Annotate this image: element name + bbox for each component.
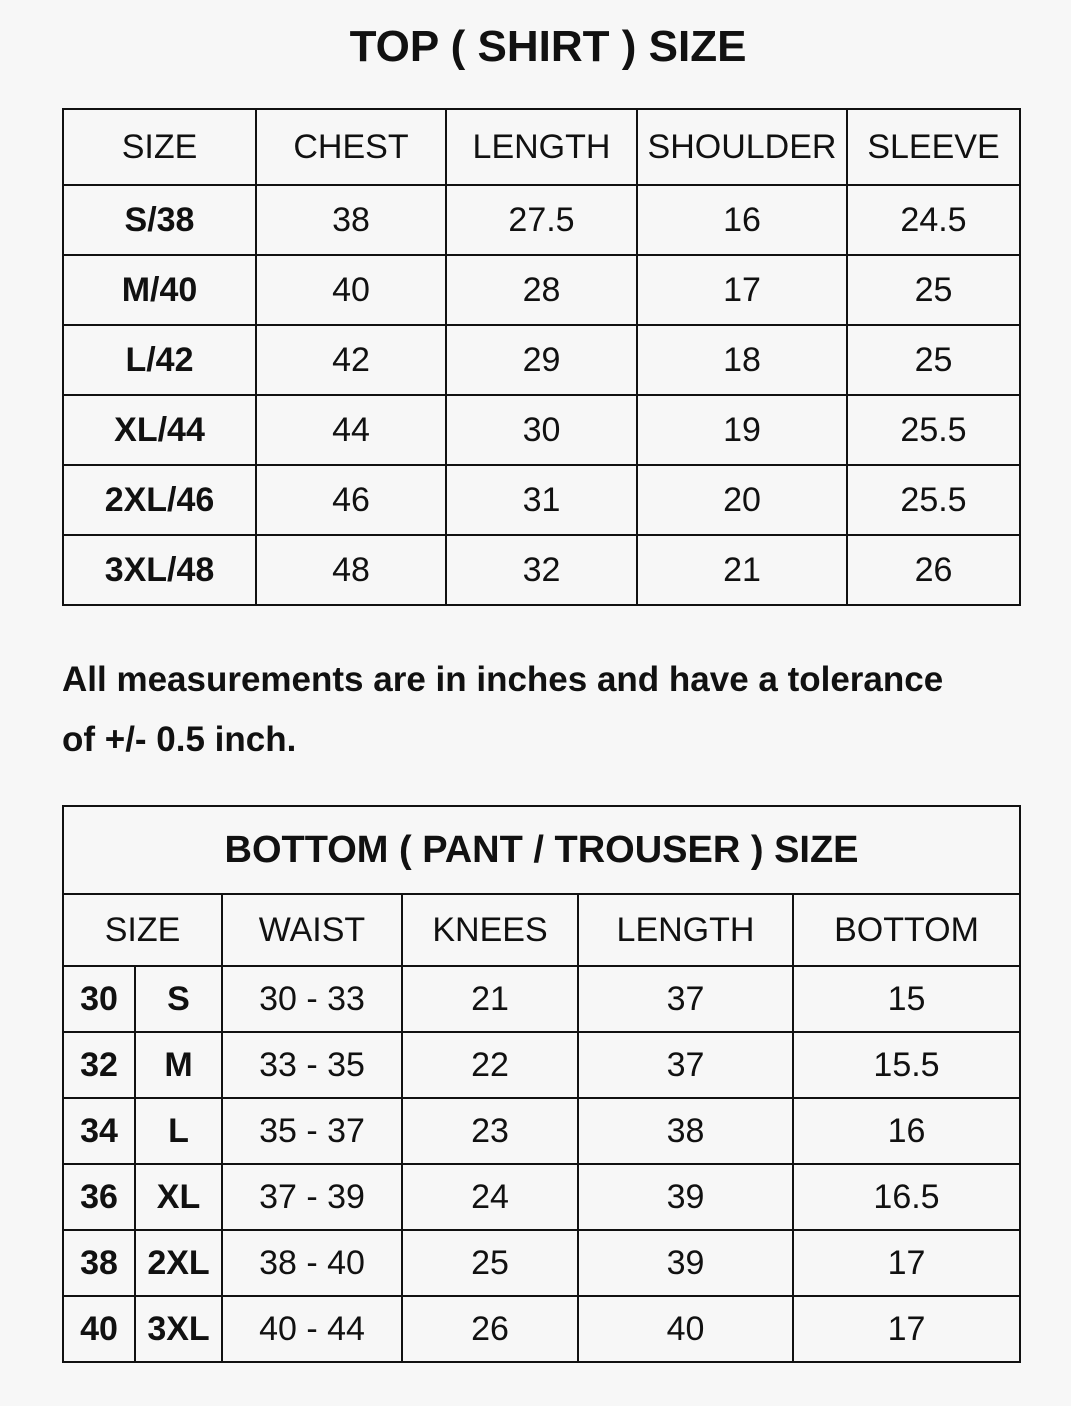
table-row xyxy=(63,1164,1020,1230)
top-sleeve-cell: 25.5 xyxy=(847,395,1020,465)
top-length-cell: 28 xyxy=(446,255,637,325)
top-size-cell: M/40 xyxy=(63,255,256,325)
bottom-size-title: BOTTOM ( PANT / TROUSER ) SIZE xyxy=(63,806,1020,894)
bottom-header-size: SIZE xyxy=(63,894,222,966)
top-length-cell: 27.5 xyxy=(446,185,637,255)
table-row xyxy=(63,325,1020,395)
table-row xyxy=(63,185,1020,255)
bottom-length-cell: 40 xyxy=(578,1296,793,1362)
top-size-title: TOP ( SHIRT ) SIZE xyxy=(349,22,747,71)
top-size-cell: 3XL/48 xyxy=(63,535,256,605)
bottom-bottom-cell: 16.5 xyxy=(793,1164,1020,1230)
bottom-header-length: LENGTH xyxy=(578,894,793,966)
bottom-size-letter-cell: M xyxy=(135,1032,222,1098)
top-shoulder-cell: 19 xyxy=(637,395,847,465)
top-sleeve-cell: 25 xyxy=(847,325,1020,395)
bottom-bottom-cell: 15.5 xyxy=(793,1032,1020,1098)
bottom-size-letter-cell: 3XL xyxy=(135,1296,222,1362)
bottom-length-cell: 39 xyxy=(578,1230,793,1296)
bottom-bottom-cell: 17 xyxy=(793,1230,1020,1296)
bottom-size-number-cell: 30 xyxy=(63,966,135,1032)
bottom-header-bottom: BOTTOM xyxy=(793,894,1020,966)
bottom-knees-cell: 24 xyxy=(402,1164,578,1230)
bottom-header-row xyxy=(63,894,1020,966)
bottom-waist-cell: 33 - 35 xyxy=(222,1032,402,1098)
bottom-size-number-cell: 32 xyxy=(63,1032,135,1098)
bottom-size-letter-cell: S xyxy=(135,966,222,1032)
top-chest-cell: 40 xyxy=(256,255,446,325)
bottom-length-cell: 37 xyxy=(578,1032,793,1098)
top-shoulder-cell: 20 xyxy=(637,465,847,535)
bottom-size-letter-cell: L xyxy=(135,1098,222,1164)
top-chest-cell: 38 xyxy=(256,185,446,255)
bottom-size-letter-cell: XL xyxy=(135,1164,222,1230)
bottom-waist-cell: 37 - 39 xyxy=(222,1164,402,1230)
bottom-size-number-cell: 38 xyxy=(63,1230,135,1296)
top-size-cell: 2XL/46 xyxy=(63,465,256,535)
top-header-length: LENGTH xyxy=(446,109,637,185)
table-row xyxy=(63,966,1020,1032)
top-size-cell: XL/44 xyxy=(63,395,256,465)
top-size-cell: L/42 xyxy=(63,325,256,395)
bottom-length-cell: 37 xyxy=(578,966,793,1032)
bottom-length-cell: 39 xyxy=(578,1164,793,1230)
top-sleeve-cell: 25 xyxy=(847,255,1020,325)
top-header-chest: CHEST xyxy=(256,109,446,185)
table-row xyxy=(63,255,1020,325)
bottom-waist-cell: 30 - 33 xyxy=(222,966,402,1032)
bottom-knees-cell: 21 xyxy=(402,966,578,1032)
bottom-size-table xyxy=(62,805,1021,1363)
top-size-table xyxy=(62,108,1021,606)
top-header-size: SIZE xyxy=(63,109,256,185)
measurement-note-line2: of +/- 0.5 inch. xyxy=(62,720,297,759)
bottom-knees-cell: 25 xyxy=(402,1230,578,1296)
bottom-header-waist: WAIST xyxy=(222,894,402,966)
top-shoulder-cell: 18 xyxy=(637,325,847,395)
top-chest-cell: 46 xyxy=(256,465,446,535)
bottom-size-number-cell: 40 xyxy=(63,1296,135,1362)
top-length-cell: 32 xyxy=(446,535,637,605)
table-row xyxy=(63,535,1020,605)
top-chest-cell: 42 xyxy=(256,325,446,395)
table-row xyxy=(63,465,1020,535)
bottom-size-letter-cell: 2XL xyxy=(135,1230,222,1296)
bottom-title-row xyxy=(63,806,1020,894)
bottom-size-number-cell: 36 xyxy=(63,1164,135,1230)
table-row xyxy=(63,1230,1020,1296)
top-shoulder-cell: 17 xyxy=(637,255,847,325)
bottom-knees-cell: 26 xyxy=(402,1296,578,1362)
top-shoulder-cell: 21 xyxy=(637,535,847,605)
bottom-bottom-cell: 15 xyxy=(793,966,1020,1032)
top-chest-cell: 48 xyxy=(256,535,446,605)
top-length-cell: 29 xyxy=(446,325,637,395)
bottom-bottom-cell: 17 xyxy=(793,1296,1020,1362)
top-sleeve-cell: 26 xyxy=(847,535,1020,605)
bottom-knees-cell: 23 xyxy=(402,1098,578,1164)
top-size-cell: S/38 xyxy=(63,185,256,255)
top-header-sleeve: SLEEVE xyxy=(847,109,1020,185)
measurement-note xyxy=(62,650,1022,770)
bottom-waist-cell: 40 - 44 xyxy=(222,1296,402,1362)
top-header-row xyxy=(63,109,1020,185)
top-length-cell: 30 xyxy=(446,395,637,465)
table-row xyxy=(63,395,1020,465)
top-shoulder-cell: 16 xyxy=(637,185,847,255)
table-row xyxy=(63,1032,1020,1098)
top-sleeve-cell: 24.5 xyxy=(847,185,1020,255)
bottom-length-cell: 38 xyxy=(578,1098,793,1164)
bottom-bottom-cell: 16 xyxy=(793,1098,1020,1164)
measurement-note-line1: All measurements are in inches and have a tolerance xyxy=(62,660,944,699)
bottom-waist-cell: 35 - 37 xyxy=(222,1098,402,1164)
top-length-cell: 31 xyxy=(446,465,637,535)
bottom-header-knees: KNEES xyxy=(402,894,578,966)
bottom-knees-cell: 22 xyxy=(402,1032,578,1098)
top-chest-cell: 44 xyxy=(256,395,446,465)
top-header-shoulder: SHOULDER xyxy=(637,109,847,185)
bottom-size-number-cell: 34 xyxy=(63,1098,135,1164)
top-sleeve-cell: 25.5 xyxy=(847,465,1020,535)
table-row xyxy=(63,1098,1020,1164)
table-row xyxy=(63,1296,1020,1362)
bottom-waist-cell: 38 - 40 xyxy=(222,1230,402,1296)
